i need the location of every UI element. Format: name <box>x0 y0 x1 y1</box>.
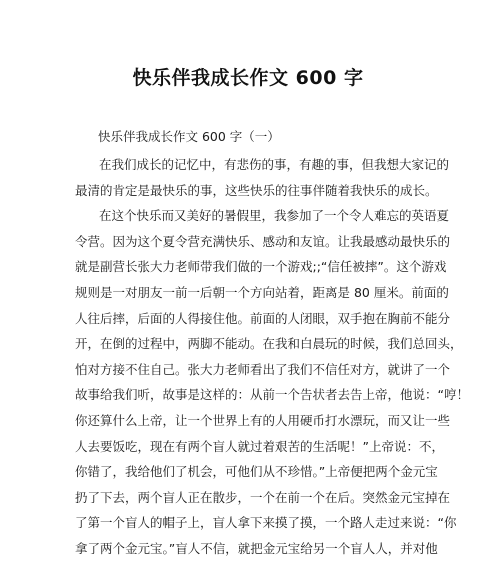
page-title: 快乐伴我成长作文 600 字 <box>132 67 364 89</box>
text-line: 最清的肯定是最快乐的事，这些快乐的往事伴随着我快乐的成长。 <box>75 182 438 198</box>
text-line: 怕对方接不住自己。张大力老师看出了我们不信任对方，就讲了一个 <box>75 361 451 377</box>
text-line: 你错了，我给他们了机会，可他们从不珍惜。”上帝便把两个金元宝 <box>75 464 438 480</box>
text-line: 拿了两个金元宝。”盲人不信，就把金元宝给另一个盲人人，并对他 <box>75 540 438 556</box>
text-line: 规则是一对朋友一前一后朝一个方向站着，距离是 80 厘米。前面的 <box>75 284 449 300</box>
text-line: 人去要饭吃，现在有两个盲人就过着艰苦的生活呢！”上帝说：不， <box>75 438 444 454</box>
text-line: 扔了下去，两个盲人正在散步，一个在前一个在后。突然金元宝掉在 <box>75 489 451 505</box>
text-line: 在我们成长的记忆中，有悲伤的事，有趣的事，但我想大家记的 <box>99 157 450 172</box>
text-line: 你还算什么上帝，让一个世界上有的人用硬币打水漂玩，而又让一些 <box>75 412 451 428</box>
text-line: 就是副营长张大力老师带我们做的一个游戏;;“信任被摔”。这个游戏 <box>75 259 447 275</box>
text-line: 故事给我们听，故事是这样的：从前一个告状者去告上帝，他说：“哼！ <box>75 387 469 403</box>
text-line: 了第一个盲人的帽子上，盲人拿下来摸了摸，一个路人走过来说：“你 <box>75 515 457 531</box>
text-line: 在这个快乐而又美好的暑假里，我参加了一个令人难忘的英语夏 <box>99 208 450 224</box>
essay-subtitle: 快乐伴我成长作文 600 字（一） <box>98 129 280 144</box>
text-line: 人往后摔，后面的人得接住他。前面的人闭眼，双手抱在胸前不能分 <box>75 310 451 326</box>
essay-body <box>75 152 469 562</box>
text-line: 令营。因为这个夏令营充满快乐、感动和友谊。让我最感动最快乐的 <box>75 233 451 249</box>
text-line: 开，在倒的过程中，两脚不能动。在我和白晨玩的时候，我们总回头， <box>75 336 463 352</box>
